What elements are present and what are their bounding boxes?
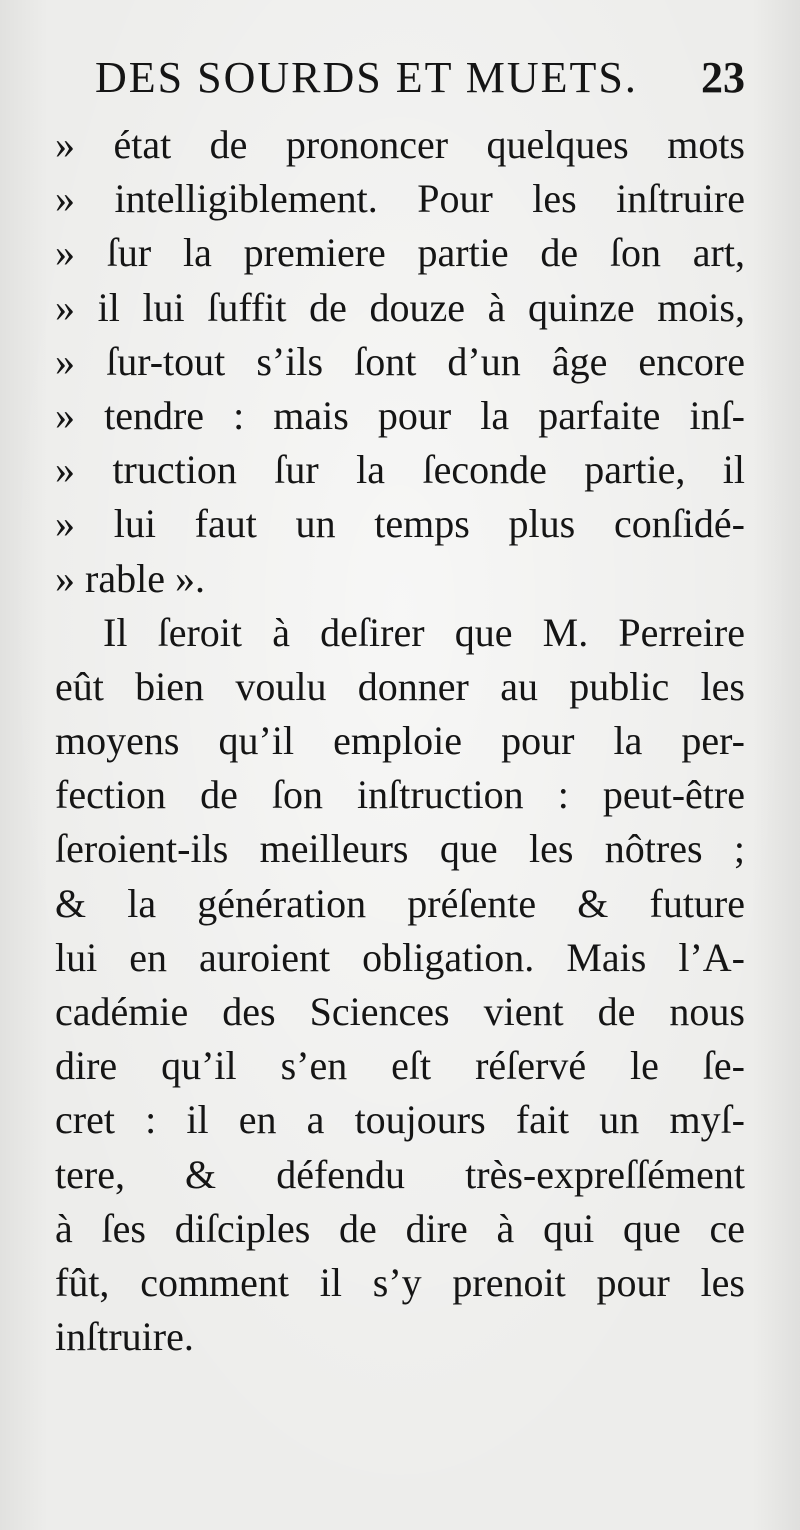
text-line: » il lui ſuffit de douze à quinze mois, (55, 284, 745, 330)
text-line: » ſur-tout s’ils ſont d’un âge encore (55, 338, 745, 384)
text-line: dire qu’il s’en eſt réſervé le ſe- (55, 1043, 745, 1089)
text-line: cret : il en a toujours fait un myſ- (55, 1097, 745, 1143)
text-line: fection de ſon inſtruction : peut-être (55, 772, 745, 818)
text-line: Il ſeroit à deſirer que M. Perreire (103, 609, 745, 655)
text-line: » truction ſur la ſeconde partie, il (55, 447, 745, 493)
text-line: cadémie des Sciences vient de nous (55, 989, 745, 1034)
text-line: » tendre : mais pour la parfaite inſ- (55, 392, 745, 438)
body-text (55, 118, 745, 1364)
page-number: 23 (701, 53, 745, 102)
page-header (95, 52, 745, 112)
text-line: eût bien voulu donner au public les (55, 663, 745, 709)
text-line: inſtruire. (55, 1314, 194, 1360)
text-line: » état de prononcer quelques mots (55, 122, 745, 167)
text-line: fût, comment il s’y prenoit pour les (55, 1259, 745, 1305)
running-head: DES SOURDS ET MUETS. (95, 53, 638, 102)
text-line: » intelligiblement. Pour les inſtruire (55, 176, 745, 222)
text-line: tere, & défendu très-expreſſément (55, 1151, 745, 1197)
text-line: » rable ». (55, 555, 205, 601)
text-line: à ſes diſciples de dire à qui que ce (55, 1205, 745, 1251)
text-line: » ſur la premiere partie de ſon art, (55, 230, 745, 276)
text-line: moyens qu’il emploie pour la per- (55, 718, 745, 764)
text-line: & la génération préſente & future (55, 880, 745, 926)
text-line: ſeroient-ils meilleurs que les nôtres ; (55, 826, 745, 872)
text-line: » lui faut un temps plus conſidé- (55, 501, 745, 547)
text-line: lui en auroient obligation. Mais l’A- (55, 934, 745, 980)
